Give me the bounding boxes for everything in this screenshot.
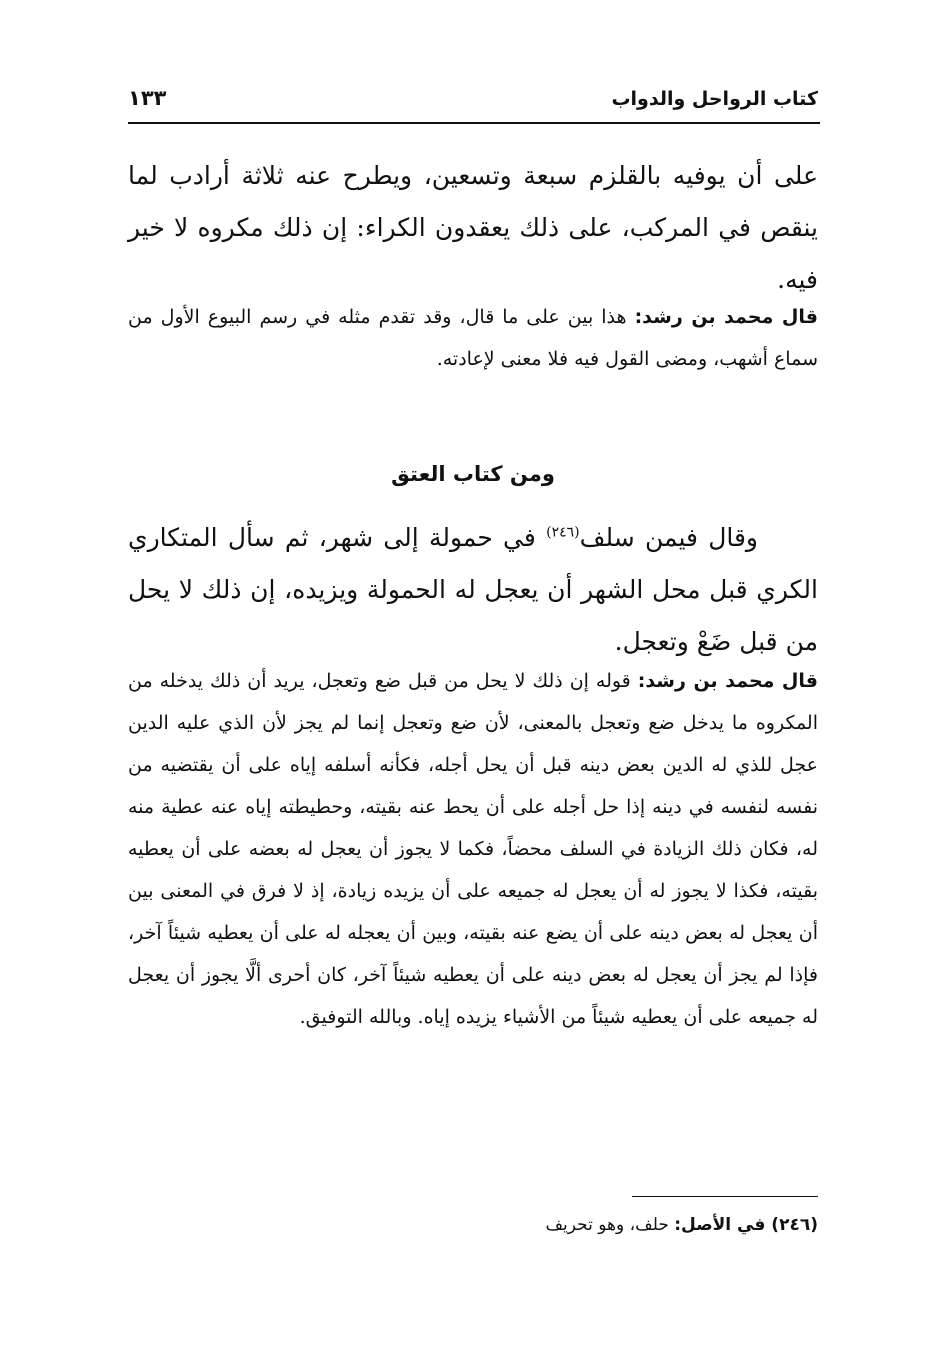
paragraph-2-body: هذا بين على ما قال، وقد تقدم مثله في رسم البيوع الأول من سماع أشهب، ومضى القول فيه فلا معنى لإعادته. <box>128 306 818 370</box>
footnote-reference[interactable]: (٢٤٦) <box>546 524 580 541</box>
paragraph-3 <box>128 512 818 668</box>
section-heading: ومن كتاب العتق <box>391 462 555 486</box>
paragraph-4 <box>128 660 818 1038</box>
footnote-separator <box>632 1196 818 1197</box>
commentary-lead: قال محمد بن رشد: <box>637 670 818 692</box>
page-number: ١٣٣ <box>128 86 167 110</box>
paragraph-1 <box>128 150 818 306</box>
footnote-marker: (٢٤٦) في الأصل: <box>674 1215 818 1235</box>
commentary-lead: قال محمد بن رشد: <box>634 306 818 328</box>
running-header <box>128 84 818 124</box>
paragraph-3-text <box>128 512 818 668</box>
paragraph-2-text <box>128 296 818 380</box>
paragraph-4-text <box>128 660 818 1038</box>
footnote <box>128 1210 818 1240</box>
paragraph-2 <box>128 296 818 380</box>
paragraph-4-body: قوله إن ذلك لا يحل من قبل ضع وتعجل، يريد أن ذلك يدخله من المكروه ما يدخل ضع وتعجل بالمعنى، لأن ضع وتعجل إنما لم يجز لأن الذي عليه الدين عجل للذي له الدين بعض دينه قبل أن يحل أجله، فكأنه أسلفه إياه على أن يقتضيه من نفسه لنفسه في دينه إذا حل أجله على أن يحط عنه بقيته، وحطيطته إياه عنه عطية منه له، فكان ذلك الزيادة في السلف محضاً، فكما لا يجوز أن يعجل له بعضه على أن يعطيه بقيته، فكذا لا يجوز له أن يعجل له جميعه على أن يزيده زيادة، إذ لا فرق في المعنى بين أن يعجل له بعض دينه على أن يضع عنه بقيته، وبين أن يعجله له على أن يعطيه شيئاً آخر، فإذا لم يجز أن يعجل له بعض دينه على أن يعطيه شيئاً آخر، كان أحرى ألَّا يجوز أن يعجل له جميعه على أن يعطيه شيئاً من الأشياء يزيده إياه. وبالله التوفيق. <box>128 670 818 1028</box>
paragraph-3-start: وقال فيمن سلف <box>579 523 759 552</box>
paragraph-3-rest: في حمولة إلى شهر، ثم سأل المتكاري الكري قبل محل الشهر أن يعجل له الحمولة ويزيده، إن ذلك لا يحل من قبل ضَعْ وتعجل. <box>128 523 818 656</box>
running-title: كتاب الرواحل والدواب <box>611 88 818 110</box>
footnote-text: حلف، وهو تحريف <box>545 1215 669 1235</box>
header-rule <box>128 122 820 124</box>
paragraph-1-text: على أن يوفيه بالقلزم سبعة وتسعين، ويطرح عنه ثلاثة أرادب لما ينقص في المركب، على ذلك يعقدون الكراء: إن ذلك مكروه لا خير فيه. <box>128 161 818 294</box>
